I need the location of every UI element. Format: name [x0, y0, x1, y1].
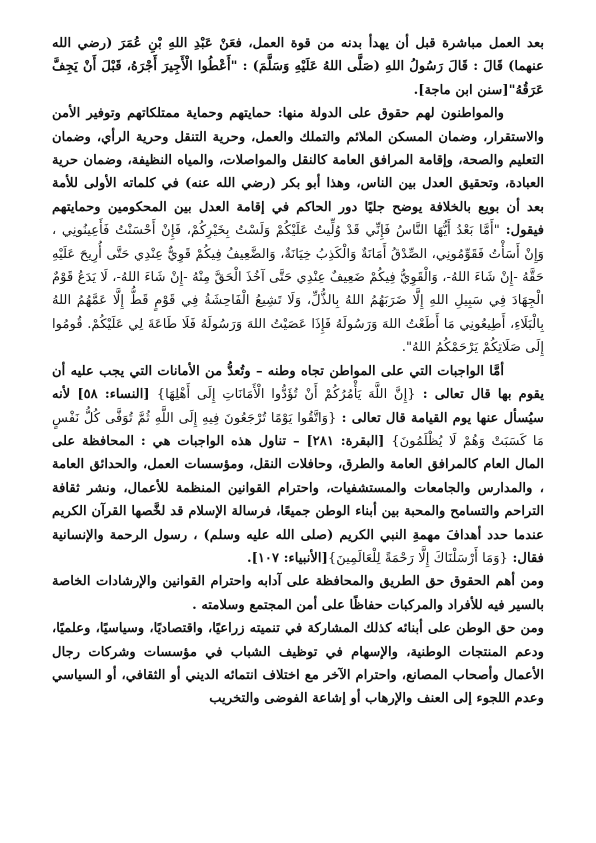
paragraph-4-text: ومن أهم الحقوق حق الطريق والمحافظة على آدابه واحترام القوانين والإرشادات الخاصة بالسير فيه للأفراد والمركبات حفاظًا على أمن المجتمع وسلامته .	[52, 574, 544, 613]
paragraph-1-text: بعد العمل مباشرة قبل أن يهدأ بدنه من قوة العمل، فعَنْ عَبْدِ اللهِ بْنِ عُمَرَ (رضي الله عنهما) قَالَ : قَالَ رَسُولُ اللهِ (صَلَّى اللهُ عَلَيْهِ وَسَلَّمَ) : "أَعْطُوا الْأَجِيرَ أَجْرَهُ، قَبْلَ أَنْ يَجِفَّ عَرَقُهُ"[سنن ابن ماجة].	[52, 36, 544, 98]
paragraph-2	[52, 102, 544, 359]
paragraph-1	[52, 32, 544, 102]
paragraph-5-text: ومن حق الوطن على أبنائه كذلك المشاركة في تنميته زراعيًا، واقتصاديًا، وسياسيًا، وعلميًا، ودعم المنتجات الوطنية، والإسهام في توظيف الشباب في مؤسسات وشركات رجال الأعمال وأصحاب المصانع، واحترام الآخر مع اختلاف انتمائه الديني أو الثقافي، أو السياسي وعدم اللجوء إلى العنف والإرهاب أو إشاعة الفوضى والتخريب	[52, 621, 544, 707]
abu-bakr-quote: "أَمَّا بَعْدُ أَيُّهَا النَّاسُ فَإِنِّي قَدْ وُلِّيتُ عَلَيْكُمْ وَلَسْتُ بِخَيْرِكُمْ، فَإِنْ أَحْسَنْتُ فَأَعِينُونِي ، وَإِنْ أَسَأْتُ فَقَوِّمُونِي، الصِّدْقُ أَمَانَةٌ وَالْكَذِبُ خِيَانَةٌ، وَالضَّعِيفُ فِيكُمْ قَوِيٌّ عِنْدِي حَتَّى أُرِيحَ عَلَيْهِ حَقَّهُ -إِنْ شَاءَ اللهُ-، وَالْقَوِيُّ فِيكُمْ ضَعِيفٌ عِنْدِي حَتَّى آخُذَ الْحَقَّ مِنْهُ -إِنْ شَاءَ اللهُ-، لَا يَدَعُ قَوْمٌ الْجِهَادَ فِي سَبِيلِ اللهِ إِلَّا ضَرَبَهُمُ اللهُ بِالذُّلِّ، وَلَا تَشِيعُ الْفَاحِشَةُ فِي قَوْمٍ قَطُّ إِلَّا عَمَّهُمُ اللهُ بِالْبَلَاءِ، أَطِيعُونِي مَا أَطَعْتُ اللهَ وَرَسُولَهُ فَإِذَا عَصَيْتُ اللهَ وَرَسُولَهُ فَلَا طَاعَةَ لِي عَلَيْكُمْ. قُومُوا إِلَى صَلَاتِكُمْ يَرْحَمْكُمُ اللهُ".	[52, 223, 544, 356]
quran-verse-baqarah: {وَاتَّقُوا يَوْمًا تُرْجَعُونَ فِيهِ إِلَى اللَّهِ ثُمَّ تُوَفَّى كُلُّ نَفْسٍ مَا كَسَبَتْ وَهُمْ لَا يُظْلَمُونَ}	[52, 410, 545, 449]
paragraph-2-text: والمواطنون لهم حقوق على الدولة منها: حمايتهم وحماية ممتلكاتهم وتوفير الأمن والاستقرار، وضمان المسكن الملائم والتملك والعمل، وحرية التنقل وحرية الرأي، وضمان التعليم والصحة، وإقامة المرافق العامة كالنقل والمواصلات، والمياه النظيفة، وضمان حرية العبادة، وتحقيق العدل بين الناس، وهذا أبو بكر (رضي الله عنه) في كلماته الأولى للأمة بعد أن بويع بالخلافة يوضح جليًا دور الحاكم في إقامة العدل بين المحكومين وحمايتهم فيقول:	[52, 106, 545, 239]
paragraph-3-text-d: [الأنبياء: ١٠٧].	[246, 550, 328, 566]
paragraph-5	[52, 617, 544, 711]
body-text	[52, 32, 544, 711]
paragraph-3	[52, 360, 544, 571]
paragraph-3-text-c: [البقرة: ٢٨١] – تناول هذه الواجبات هي : المحافظة على المال العام كالمرافق العامة والطرق، وحافلات النقل، ومؤسسات العمل، والحدائق العامة ، والمدارس والجامعات والمستشفيات، واحترام القوانين المنظمة للأعمال، ونشر ثقافة التراحم والتسامح والمحبة بين أبناء الوطن جميعًا، فرسالة الإسلام قد لخَّصها القرآن الكريم عندما حدد أهدافَ مهمةِ النبي الكريم (صلى الله عليه وسلم) ، رسول الرحمة والإنسانية فقال:	[52, 433, 544, 566]
paragraph-3-text-a: أمَّا الواجبات التي على المواطن تجاه وطنه – وتُعدُّ من الأمانات التي يجب عليه أن يقوم بها قال تعالى :	[52, 363, 545, 403]
paragraph-4	[52, 570, 544, 617]
quran-verse-nisa: {إِنَّ اللَّهَ يَأْمُرُكُمْ أَنْ تُؤَدُّوا الْأَمَانَاتِ إِلَى أَهْلِهَا}	[156, 387, 416, 403]
quran-verse-anbiya: {وَمَا أَرْسَلْنَاكَ إِلَّا رَحْمَةً لِلْعَالَمِينَ}	[327, 550, 508, 566]
paragraph-3-text-b: [النساء: ٥٨] لأنه سيُسأل عنها يوم القيامة قال تعالى :	[52, 387, 544, 426]
